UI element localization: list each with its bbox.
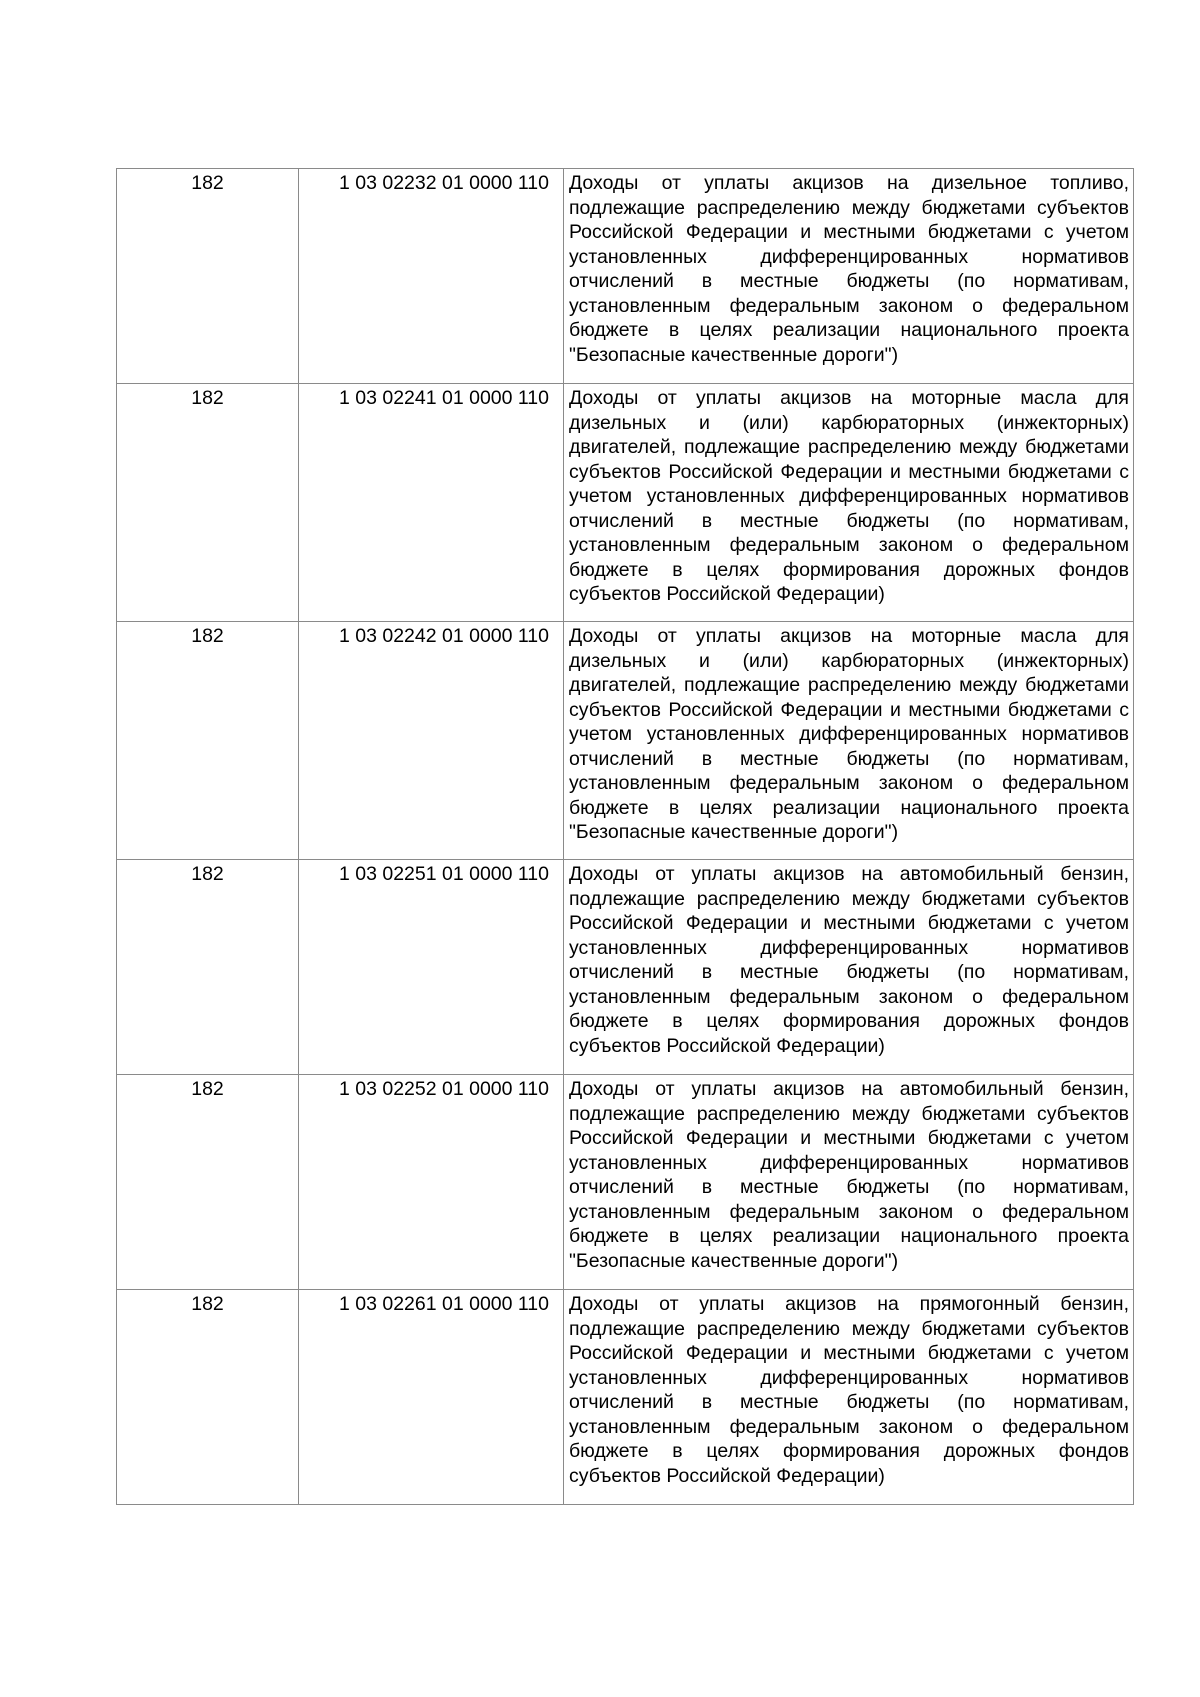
admin-code-cell: 182 [117,622,299,860]
admin-code-cell: 182 [117,860,299,1075]
table-row [117,1290,1134,1505]
kbk-code-cell: 1 03 02241 01 0000 110 [299,384,564,622]
description-cell [564,384,1134,622]
table-row [117,169,1134,384]
description-text: Доходы от уплаты акцизов на автомобильный бензин, подлежащие распределению между бюджетами субъектов Российской Федерации и местными бюджетами с учетом установленных дифференцированных нормативов отчислений в местные бюджеты (по нормативам, установленным федеральным законом о федеральном бюджете в целях реализации национального проекта "Безопасные качественные дороги") [569,1078,1129,1272]
table-row [117,860,1134,1075]
description-text: Доходы от уплаты акцизов на моторные масла для дизельных и (или) карбюраторных (инжекторных) двигателей, подлежащие распределению между бюджетами субъектов Российской Федерации и местными бюджетами с учетом установленных дифференцированных нормативов отчислений в местные бюджеты (по нормативам, установленным федеральным законом о федеральном бюджете в целях реализации национального проекта "Безопасные качественные дороги") [569,625,1129,843]
kbk-code-cell: 1 03 02242 01 0000 110 [299,622,564,860]
admin-code-cell: 182 [117,169,299,384]
table-row [117,384,1134,622]
description-text: Доходы от уплаты акцизов на автомобильный бензин, подлежащие распределению между бюджетами субъектов Российской Федерации и местными бюджетами с учетом установленных дифференцированных нормативов отчислений в местные бюджеты (по нормативам, установленным федеральным законом о федеральном бюджете в целях формирования дорожных фондов субъектов Российской Федерации) [569,863,1129,1057]
description-text: Доходы от уплаты акцизов на моторные масла для дизельных и (или) карбюраторных (инжекторных) двигателей, подлежащие распределению между бюджетами субъектов Российской Федерации и местными бюджетами с учетом установленных дифференцированных нормативов отчислений в местные бюджеты (по нормативам, установленным федеральным законом о федеральном бюджете в целях формирования дорожных фондов субъектов Российской Федерации) [569,387,1129,605]
table-row [117,622,1134,860]
kbk-code-cell: 1 03 02261 01 0000 110 [299,1290,564,1505]
description-cell [564,1290,1134,1505]
description-cell [564,860,1134,1075]
description-cell [564,169,1134,384]
description-cell [564,1075,1134,1290]
description-cell [564,622,1134,860]
kbk-code-cell: 1 03 02232 01 0000 110 [299,169,564,384]
admin-code-cell: 182 [117,1290,299,1505]
description-text: Доходы от уплаты акцизов на прямогонный бензин, подлежащие распределению между бюджетами субъектов Российской Федерации и местными бюджетами с учетом установленных дифференцированных нормативов отчислений в местные бюджеты (по нормативам, установленным федеральным законом о федеральном бюджете в целях формирования дорожных фондов субъектов Российской Федерации) [569,1293,1129,1487]
table-row [117,1075,1134,1290]
description-text: Доходы от уплаты акцизов на дизельное топливо, подлежащие распределению между бюджетами субъектов Российской Федерации и местными бюджетами с учетом установленных дифференцированных нормативов отчислений в местные бюджеты (по нормативам, установленным федеральным законом о федеральном бюджете в целях реализации национального проекта "Безопасные качественные дороги") [569,172,1129,366]
admin-code-cell: 182 [117,1075,299,1290]
kbk-code-cell: 1 03 02252 01 0000 110 [299,1075,564,1290]
admin-code-cell: 182 [117,384,299,622]
kbk-code-cell: 1 03 02251 01 0000 110 [299,860,564,1075]
revenue-codes-table [116,168,1134,1505]
